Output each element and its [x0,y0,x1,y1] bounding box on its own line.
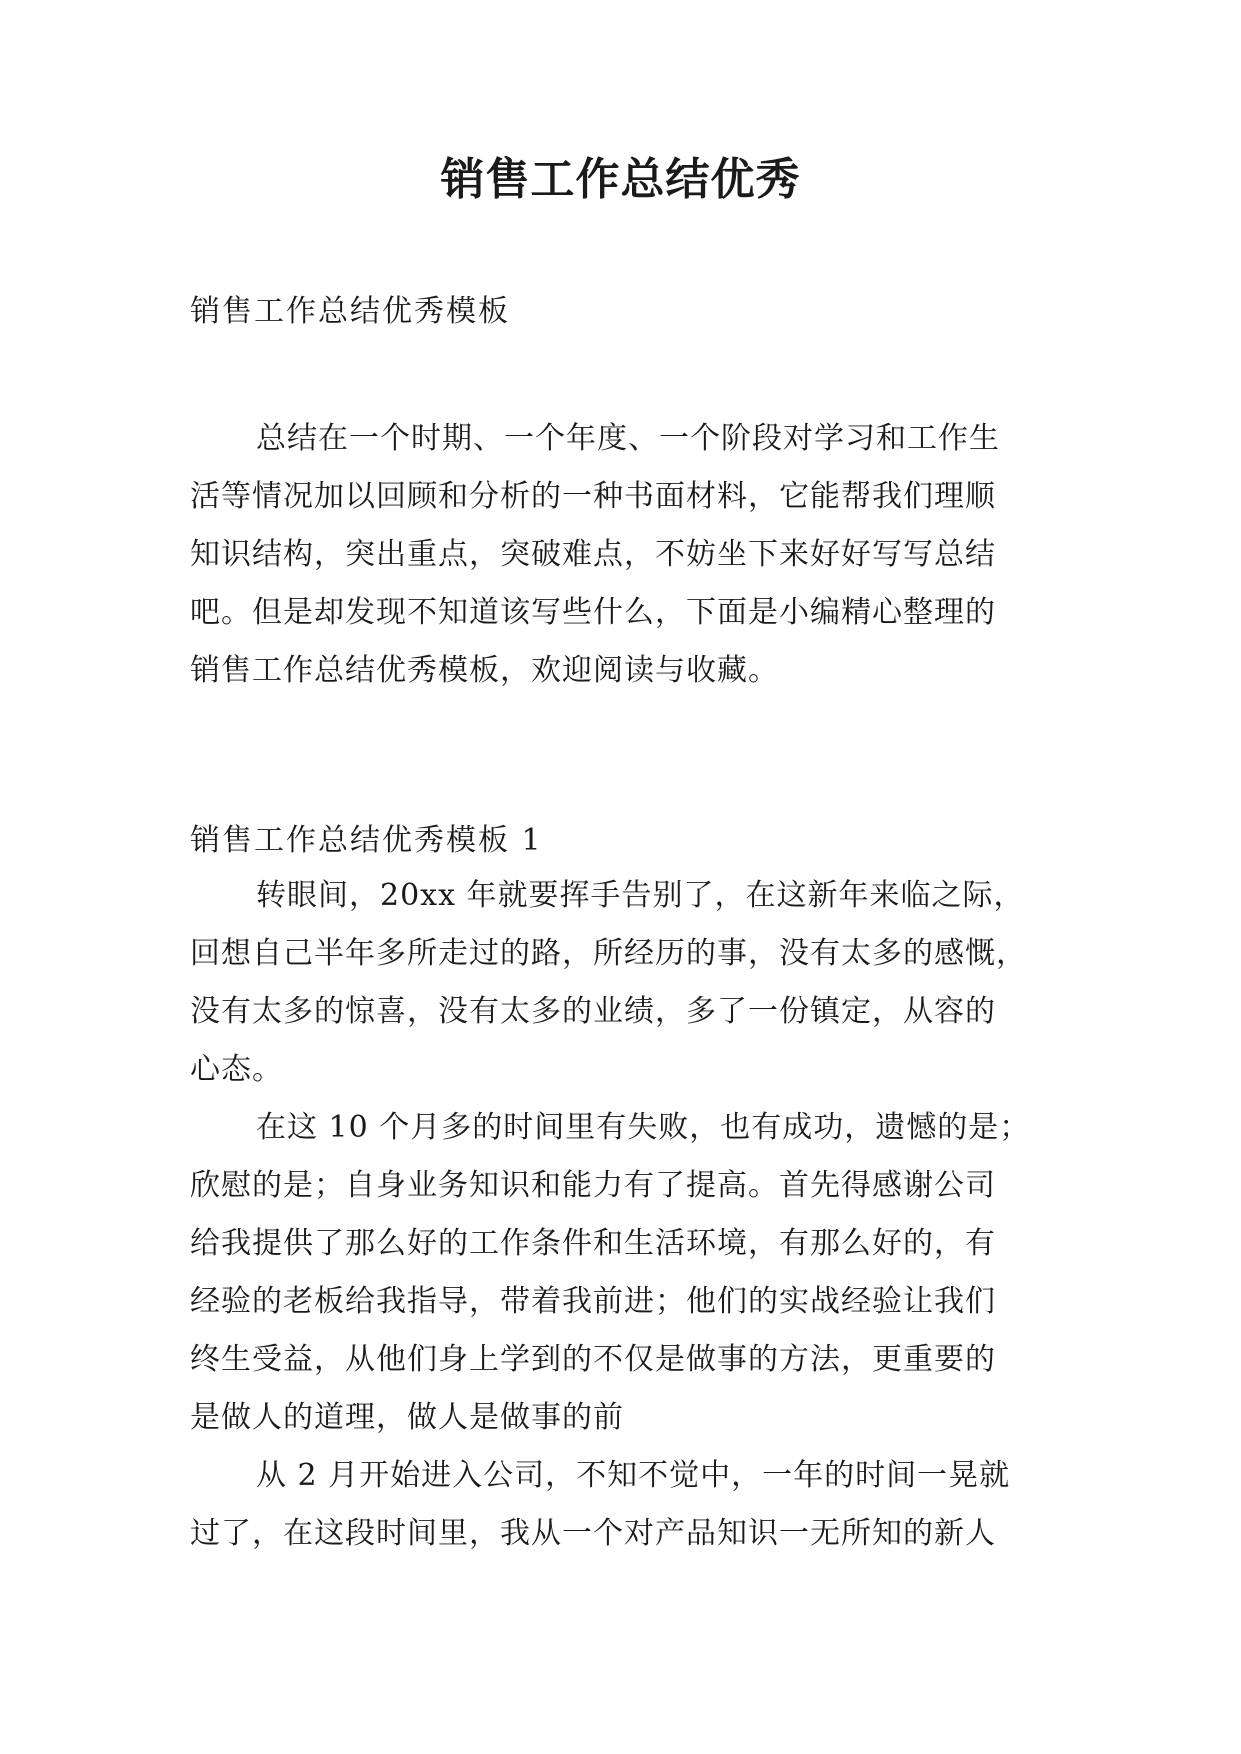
paragraph-line: 欣慰的是；自身业务知识和能力有了提高。首先得感谢公司 [190,1168,996,1203]
paragraph-line: 吧。但是却发现不知道该写些什么，下面是小编精心整理的 [190,595,996,630]
paragraph-line: 给我提供了那么好的工作条件和生活环境，有那么好的，有 [190,1226,996,1261]
document-title: 销售工作总结优秀 [440,154,801,205]
section-paragraph-3 [190,1447,1050,1563]
section-heading: 销售工作总结优秀模板 1 [190,823,543,858]
paragraph-line: 心态。 [190,1052,283,1087]
paragraph-line: 终生受益，从他们身上学到的不仅是做事的方法，更重要的 [190,1342,996,1377]
paragraph-line: 经验的老板给我指导，带着我前进；他们的实战经验让我们 [190,1284,996,1319]
section-paragraph-1 [190,867,1050,1099]
intro-paragraph [190,410,1050,700]
paragraph-line: 从 2 月开始进入公司，不知不觉中，一年的时间一晃就 [256,1458,1011,1493]
paragraph-line: 过了，在这段时间里，我从一个对产品知识一无所知的新人 [190,1516,996,1551]
paragraph-line: 回想自己半年多所走过的路，所经历的事，没有太多的感慨， [190,936,1027,971]
paragraph-line: 转眼间，20xx 年就要挥手告别了，在这新年来临之际， [256,878,1025,913]
section-paragraph-2 [190,1099,1050,1447]
paragraph-line: 没有太多的惊喜，没有太多的业绩，多了一份镇定，从容的 [190,994,996,1029]
paragraph-line: 是做人的道理，做人是做事的前 [190,1400,624,1435]
paragraph-line: 在这 10 个月多的时间里有失败，也有成功，遗憾的是； [256,1110,1031,1145]
document-subtitle: 销售工作总结优秀模板 [190,294,510,329]
paragraph-line: 活等情况加以回顾和分析的一种书面材料，它能帮我们理顺 [190,479,996,514]
paragraph-line: 总结在一个时期、一个年度、一个阶段对学习和工作生 [256,421,1000,456]
paragraph-line: 知识结构，突出重点，突破难点，不妨坐下来好好写写总结 [190,537,996,572]
paragraph-line: 销售工作总结优秀模板，欢迎阅读与收藏。 [190,653,779,688]
